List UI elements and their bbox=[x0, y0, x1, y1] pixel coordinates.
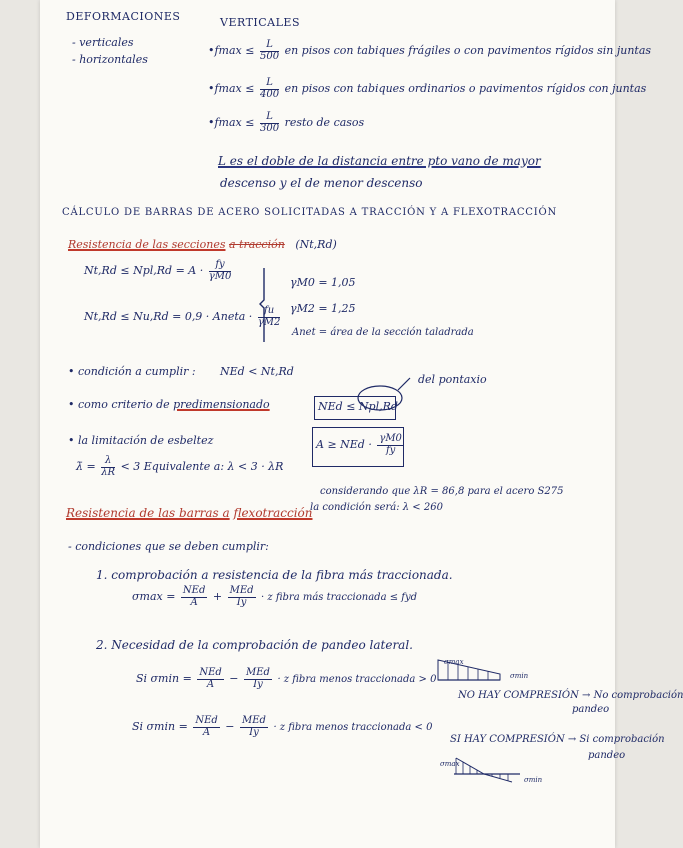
gamma-m2: γM2 = 1,25 bbox=[290, 302, 356, 315]
rule-3-fraction: $\frac{L}{300}$ bbox=[259, 111, 280, 134]
esbeltez-label: • la limitación de esbeltez bbox=[68, 434, 214, 447]
criterio-label: • como criterio de bbox=[68, 398, 170, 411]
stress-diagram-2 bbox=[448, 752, 528, 786]
rule-1 bbox=[208, 40, 651, 62]
resistencia-symbol: (Nt,Rd) bbox=[295, 238, 337, 251]
check-1-title: 1. comprobación a resistencia de la fibra más traccionada. bbox=[96, 568, 453, 582]
si-1-equation: Si σmin = $\frac{\text{NEd}}{A}$ − $\frac{\text{MEd}}{Iy}$ · z fibra menos traccionada > 0 bbox=[136, 667, 437, 690]
si-1-result-2: pandeo bbox=[572, 704, 610, 715]
rule-2-fraction: $\frac{L}{400}$ bbox=[259, 77, 280, 100]
si1-n-fraction: $\frac{\text{NEd}}{A}$ bbox=[199, 667, 222, 690]
flexo-title bbox=[66, 506, 313, 520]
condicion-label: • condición a cumplir : bbox=[68, 365, 196, 378]
condiciones-text: - condiciones que se deben cumplir: bbox=[68, 540, 269, 553]
flexo-title-word: flexotracción bbox=[233, 506, 313, 520]
check-2-title: 2. Necesidad de la comprobación de pandeo lateral. bbox=[96, 638, 413, 652]
si1-m-fraction: $\frac{\text{MEd}}{Iy}$ bbox=[245, 667, 270, 690]
brace-divider bbox=[258, 266, 288, 346]
check-1-equation: σmax = $\frac{\text{NEd}}{A}$ + $\frac{\text{MEd}}{Iy}$ · z fibra más traccionada ≤ fyd bbox=[132, 585, 418, 608]
si2-rest: · z fibra menos traccionada < 0 bbox=[273, 722, 433, 733]
rule-3 bbox=[208, 112, 364, 134]
si1-lhs: Si σmin = bbox=[136, 672, 192, 685]
criterio-box-text: NEd ≤ Npl,Rd bbox=[318, 400, 398, 413]
gamma-m0: γM0 = 1,05 bbox=[290, 276, 356, 289]
c1-lhs: σmax = bbox=[132, 590, 176, 603]
considerando-text: considerando que λR = 86,8 para el acero S275 bbox=[320, 486, 564, 497]
si-2-result-2: pandeo bbox=[588, 750, 626, 761]
rule-2-text: en pisos con tabiques ordinarios o pavimentos rígidos con juntas bbox=[284, 82, 647, 95]
deformaciones-item-horizontales: - horizontales bbox=[72, 53, 148, 66]
eq2-fraction: $\frac{fu}{\gamma M2}$ bbox=[257, 305, 281, 328]
deformaciones-item-verticales: - verticales bbox=[72, 36, 134, 49]
note-line-2: descenso y el de menor descenso bbox=[220, 176, 423, 190]
calculo-heading: CÁLCULO DE BARRAS DE ACERO SOLICITADAS A TRACCIÓN Y A FLEXOTRACCIÓN bbox=[62, 207, 558, 218]
si-1-result: NO HAY COMPRESIÓN → No comprobación bbox=[458, 690, 683, 701]
eq1-lhs: Nt,Rd ≤ Npl,Rd = A · bbox=[84, 264, 204, 277]
si-2-result: SI HAY COMPRESIÓN → Si comprobación bbox=[450, 734, 665, 745]
si-2-equation: Si σmin = $\frac{\text{NEd}}{A}$ − $\frac{\text{MEd}}{Iy}$ · z fibra menos traccionada < 0 bbox=[132, 715, 433, 738]
resistencia-strike: a tracción bbox=[228, 238, 285, 251]
esbeltez-box-fraction: $\frac{\gamma M0}{fy}$ bbox=[379, 433, 402, 456]
esbeltez-box-content bbox=[316, 434, 406, 456]
pontaxio-note: del pontaxio bbox=[418, 373, 487, 386]
eq1-fraction: $\frac{fy}{\gamma M0}$ bbox=[208, 259, 232, 282]
eq2-lhs: Nt,Rd ≤ Nu,Rd = 0,9 · Aneta · bbox=[84, 310, 253, 323]
anet-definition: Anet = área de la sección taladrada bbox=[292, 327, 474, 338]
diag2-right-label: σmin bbox=[524, 776, 543, 784]
c1-n-fraction: $\frac{\text{NEd}}{A}$ bbox=[182, 585, 206, 608]
esbeltez-box-lhs: A ≥ NEd · bbox=[316, 438, 372, 451]
note-line-1: L es el doble de la distancia entre pto vano de mayor bbox=[218, 154, 541, 168]
lambda-fraction: $\frac{\lambda}{\lambda R}$ bbox=[101, 455, 116, 478]
c1-m-fraction: $\frac{\text{MEd}}{Iy}$ bbox=[229, 585, 254, 608]
resistencia-label: Resistencia de las secciones bbox=[68, 238, 226, 251]
si2-lhs: Si σmin = bbox=[132, 720, 188, 733]
circle-annotation bbox=[352, 372, 412, 402]
condicion-equation: NEd < Nt,Rd bbox=[220, 365, 294, 378]
diag1-right-label: σmin bbox=[510, 672, 529, 680]
condicion-sera: la condición será: λ < 260 bbox=[310, 502, 443, 513]
diag1-left-label: σmax bbox=[444, 658, 464, 666]
equation-nu bbox=[84, 306, 282, 328]
deformaciones-title: DEFORMACIONES bbox=[66, 10, 181, 23]
stress-diagram-1 bbox=[430, 654, 510, 684]
equation-npl bbox=[84, 260, 233, 282]
rule-1-lhs: •fmax ≤ bbox=[208, 44, 255, 57]
si1-rest: · z fibra menos traccionada > 0 bbox=[277, 674, 437, 685]
rule-3-lhs: •fmax ≤ bbox=[208, 116, 255, 129]
si2-n-fraction: $\frac{\text{NEd}}{A}$ bbox=[195, 715, 218, 738]
si2-m-fraction: $\frac{\text{MEd}}{Iy}$ bbox=[241, 715, 266, 738]
notebook-page bbox=[40, 0, 683, 848]
rule-2 bbox=[208, 78, 646, 100]
verticales-title: VERTICALES bbox=[220, 16, 300, 29]
diag2-left-label: σmax bbox=[440, 760, 460, 768]
criterio bbox=[68, 398, 270, 411]
lambda-rest: < 3 Equivalente a: λ < 3 · λR bbox=[120, 460, 284, 473]
rule-2-lhs: •fmax ≤ bbox=[208, 82, 255, 95]
rule-3-text: resto de casos bbox=[284, 116, 365, 129]
c1-rest: · z fibra más traccionada ≤ fyd bbox=[261, 592, 418, 603]
criterio-underlined: predimensionado bbox=[173, 398, 270, 411]
lambda-lhs: λ̄ = bbox=[76, 460, 96, 473]
flexo-title-text: Resistencia de las barras a bbox=[66, 506, 230, 520]
resistencia-secciones bbox=[68, 238, 337, 251]
rule-1-fraction: $\frac{L}{500}$ bbox=[259, 39, 280, 62]
lambda-equation bbox=[76, 456, 283, 478]
rule-1-text: en pisos con tabiques frágiles o con pavimentos rígidos sin juntas bbox=[284, 44, 652, 57]
